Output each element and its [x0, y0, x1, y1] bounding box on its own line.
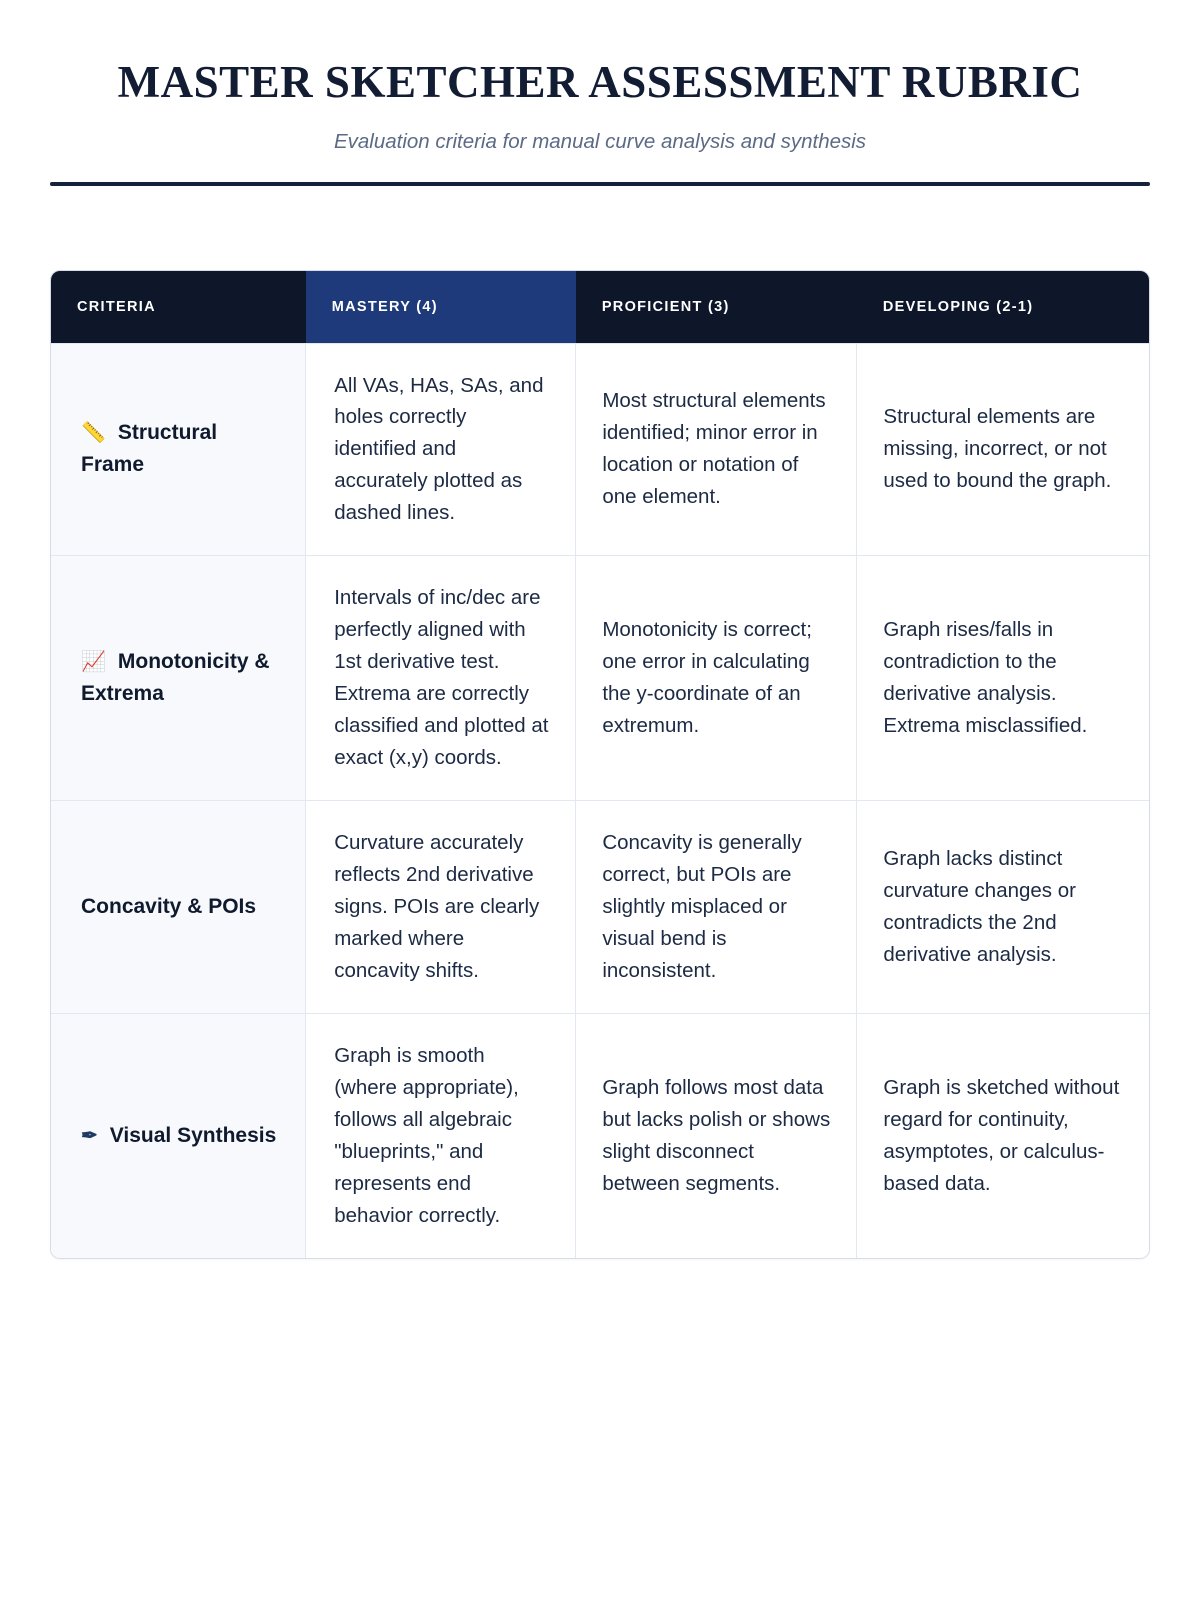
proficient-cell: Concavity is generally correct, but POIs are slightly misplaced or visual bend is inconsistent. — [576, 801, 857, 1014]
column-header-mastery: MASTERY (4) — [306, 271, 576, 344]
trend-up-icon: 📈 — [81, 650, 106, 673]
mastery-cell: Intervals of inc/dec are perfectly aligned with 1st derivative test. Extrema are correctly classified and plotted at exact (x,y) coords. — [306, 556, 576, 801]
proficient-cell: Monotonicity is correct; one error in calculating the y-coordinate of an extremum. — [576, 556, 857, 801]
rubric-table-container — [50, 270, 1150, 1259]
table-header-row — [51, 271, 1149, 344]
ruler-icon: 📏 — [81, 421, 106, 444]
table-row — [51, 556, 1149, 801]
page-subtitle: Evaluation criteria for manual curve analysis and synthesis — [333, 129, 867, 153]
criteria-cell — [51, 556, 306, 801]
pen-icon: ✒ — [81, 1124, 98, 1147]
developing-cell: Structural elements are missing, incorrect, or not used to bound the graph. — [857, 343, 1149, 556]
table-row — [51, 801, 1149, 1014]
column-header-proficient: PROFICIENT (3) — [576, 271, 857, 344]
criteria-label: Monotonicity & Extrema — [81, 649, 270, 706]
developing-cell: Graph rises/falls in contradiction to the derivative analysis. Extrema misclassified. — [857, 556, 1149, 801]
criteria-cell — [51, 801, 306, 1014]
developing-cell: Graph is sketched without regard for continuity, asymptotes, or calculus-based data. — [857, 1014, 1149, 1258]
developing-cell: Graph lacks distinct curvature changes or contradicts the 2nd derivative analysis. — [857, 801, 1149, 1014]
table-row — [51, 1014, 1149, 1258]
table-header — [51, 271, 1149, 344]
page-title: MASTER SKETCHER ASSESSMENT RUBRIC — [117, 57, 1083, 107]
criteria-label: Visual Synthesis — [109, 1123, 277, 1147]
table-body — [51, 343, 1149, 1258]
title-divider — [50, 182, 1150, 186]
table-row — [51, 343, 1149, 556]
criteria-cell — [51, 343, 306, 556]
column-header-developing: DEVELOPING (2-1) — [857, 271, 1149, 344]
mastery-cell: All VAs, HAs, SAs, and holes correctly identified and accurately plotted as dashed lines. — [306, 343, 576, 556]
rubric-table — [51, 271, 1149, 1258]
mastery-cell: Curvature accurately reflects 2nd derivative signs. POIs are clearly marked where concavity shifts. — [306, 801, 576, 1014]
criteria-cell — [51, 1014, 306, 1258]
criteria-label: Concavity & POIs — [81, 894, 257, 918]
mastery-cell: Graph is smooth (where appropriate), follows all algebraic "blueprints," and represents end behavior correctly. — [306, 1014, 576, 1258]
column-header-criteria: CRITERIA — [51, 271, 306, 344]
proficient-cell: Graph follows most data but lacks polish or shows slight disconnect between segments. — [576, 1014, 857, 1258]
criteria-label: Structural Frame — [81, 420, 218, 477]
proficient-cell: Most structural elements identified; minor error in location or notation of one element. — [576, 343, 857, 556]
